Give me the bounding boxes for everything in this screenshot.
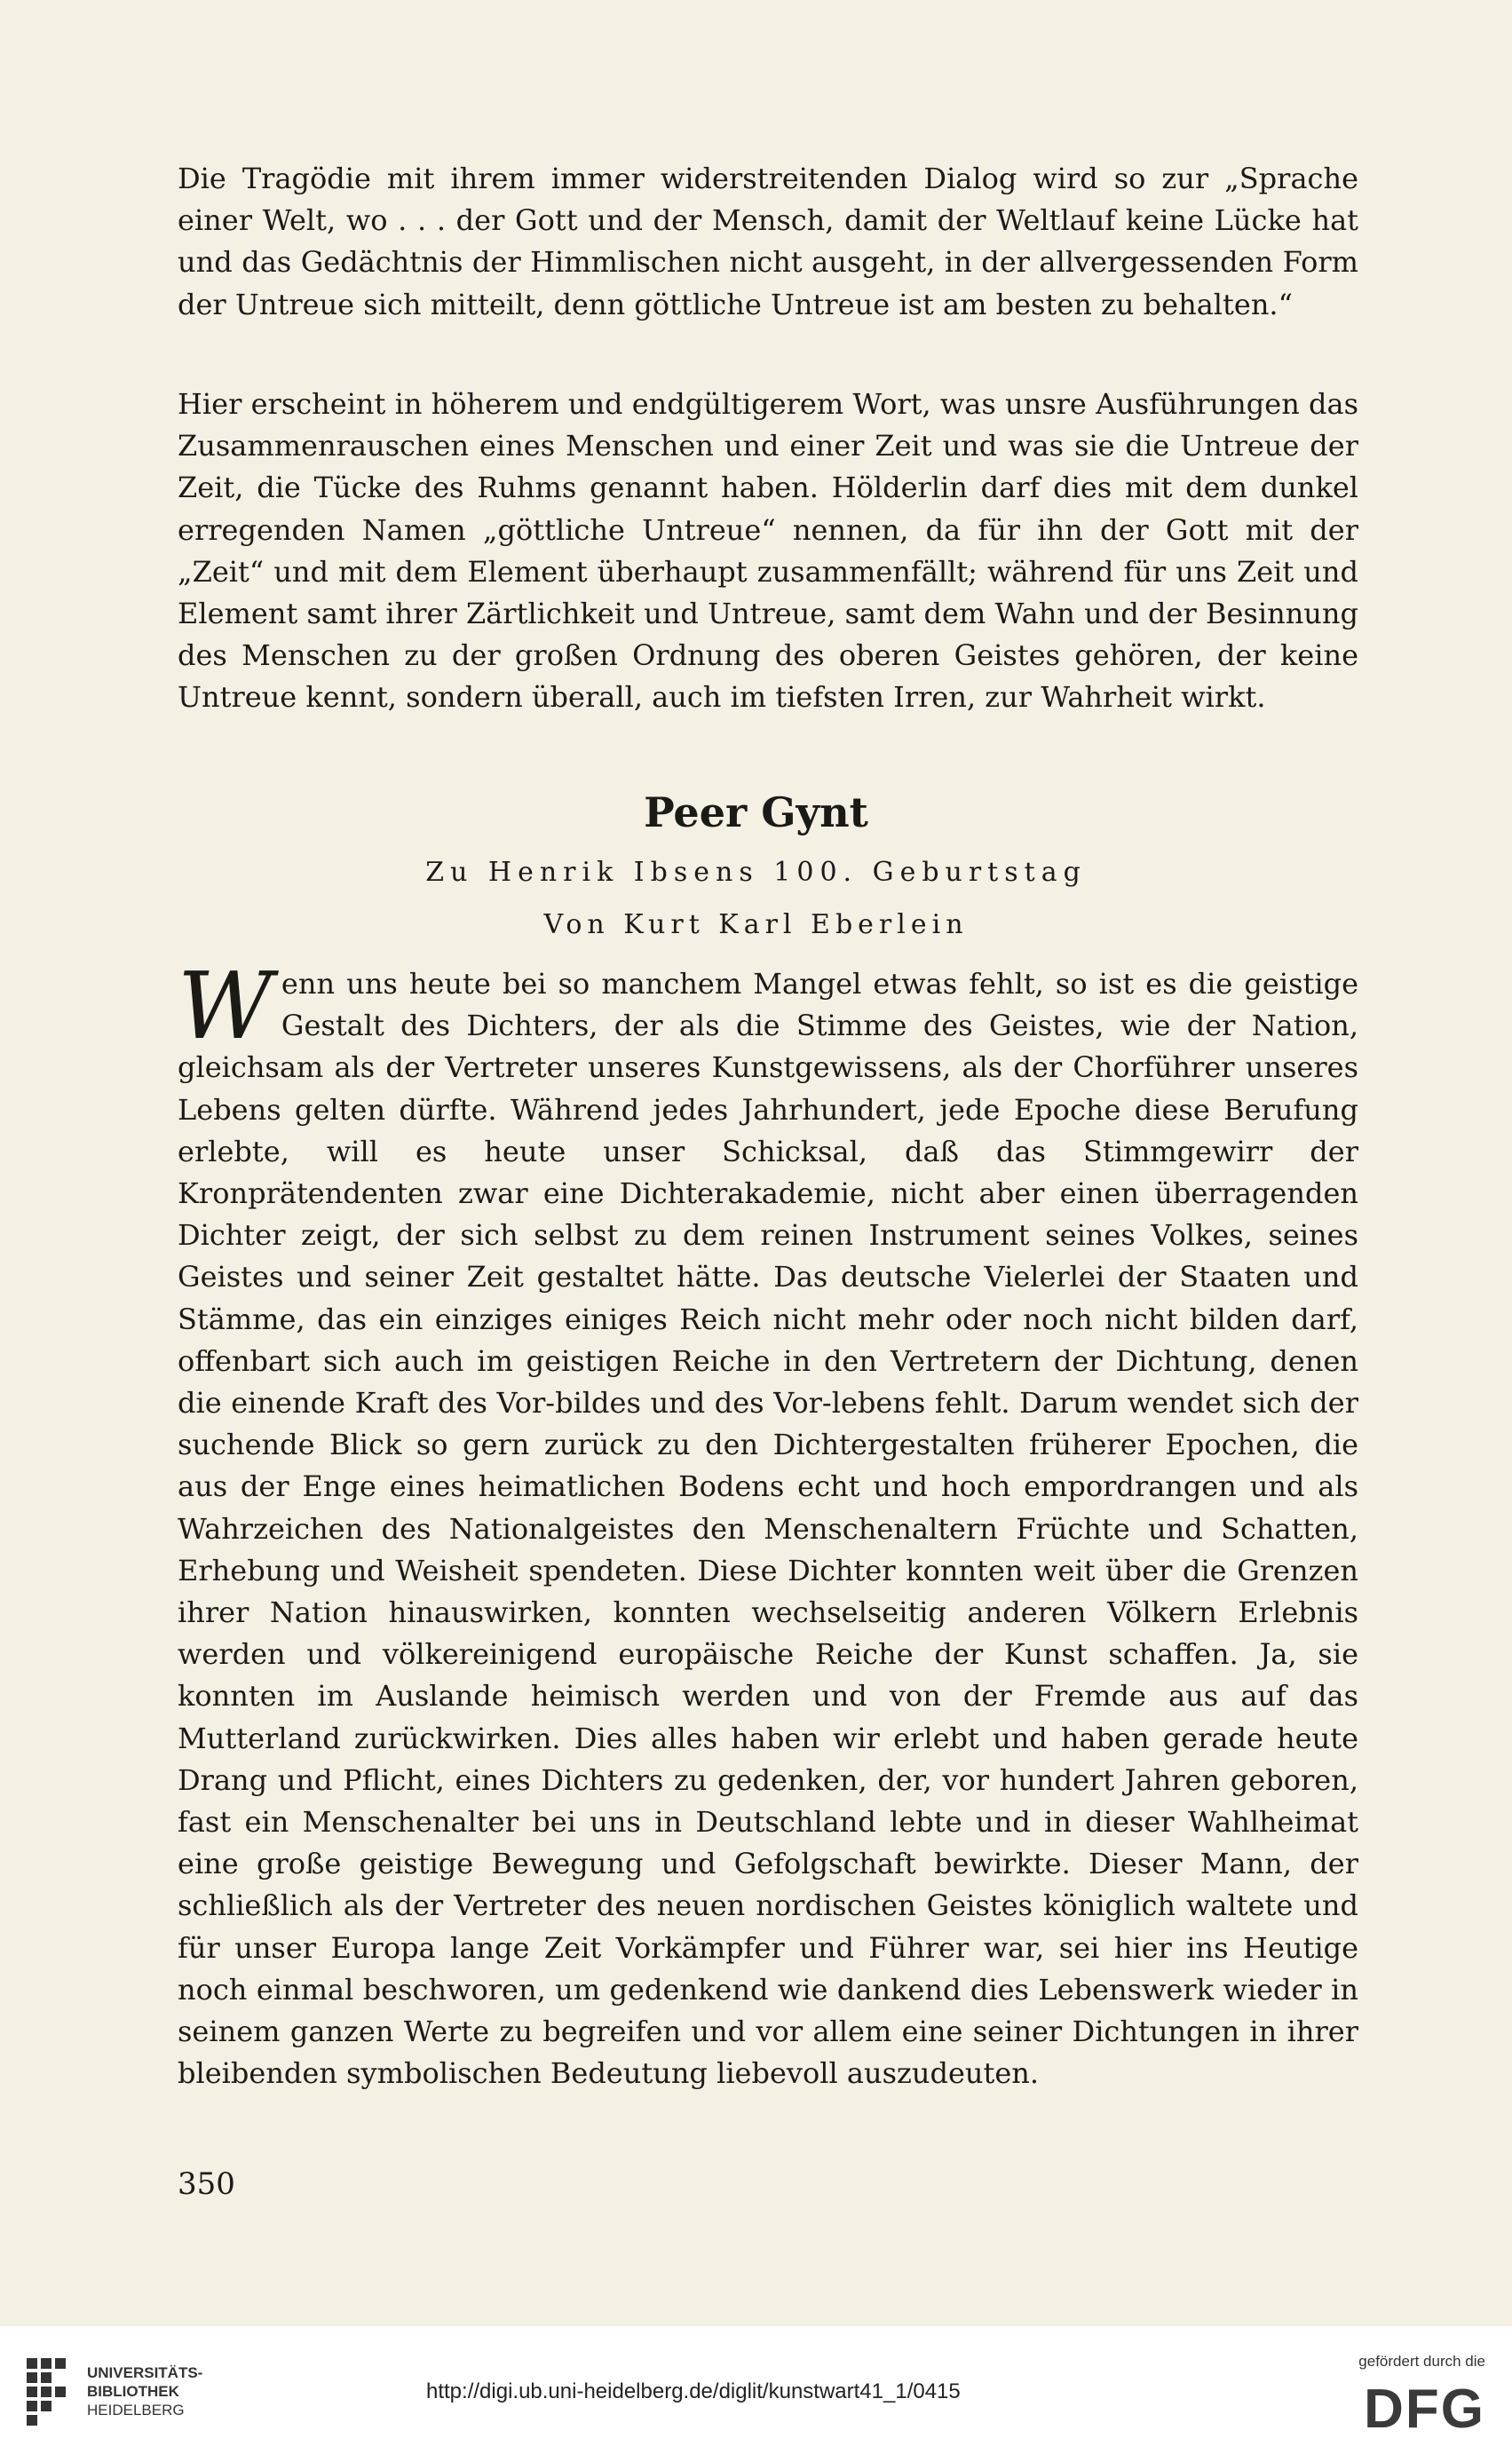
paragraph-body-text: enn uns heute bei so manchem Mangel etwas fehlt, so ist es die geistige Gestalt des Dichters, der als die Stimme des Geistes, wie der Nation, gleichsam als der Vertreter unseres Kunstgewissens, als der Chorführer unseres Lebens gelten dürfte. Während jedes Jahrhundert, jede Epoche diese Berufung erlebte, will es heute unser Schicksal, daß das Stimmgewirr der Kronprätendenten zwar eine Dichterakademie, nicht aber einen überragenden Dichter zeigt, der sich selbst zu dem reinen Instrument seines Volkes, seines Geistes und seiner Zeit gestaltet hätte. Das deutsche Vielerlei der Staaten und Stämme, das ein einziges einiges Reich nicht mehr oder noch nicht bilden darf, offenbart sich auch im geistigen Reiche in den Vertretern der Dichtung, denen die einende Kraft des Vor-bildes und des Vor-lebens fehlt. Darum wendet sich der suchende Blick so gern zurück zu den Dichtergestalten früherer Epochen, die aus der Enge eines heimatlichen Bodens echt und hoch empordrangen und als Wahrzeichen des Nationalgeistes den Menschenaltern Früchte und Schatten, Erhebung und Weisheit spendeten. Diese Dichter konnten weit über die Grenzen ihrer Nation hinauswirken, konnten wechselseitig anderen Völkern Erlebnis werden und völkereinigend europäische Reiche der Kunst schaffen. Ja, sie konnten im Auslande heimisch werden und von der Fremde aus auf das Mutterland zurückwirken. Dies alles haben wir erlebt und haben gerade heute Drang und Pflicht, eines Dichters zu gedenken, der, vor hundert Jahren geboren, fast ein Menschenalter bei uns in Deutschland lebte und in dieser Wahlheimat eine große geistige Bewegung und Gefolgschaft bewirkte. Dieser Mann, der schließlich als der Vertreter des neuen nordischen Geistes königlich waltete und für unser Europa lange Zeit Vorkämpfer und Führer war, sei hier ins Heutige noch einmal beschworen, um gedenkend wie dankend dies Lebenswerk wieder in seinem ganzen Werte zu begreifen und vor allem eine seiner Dichtungen in ihrer bleibenden symbolischen Bedeutung liebevoll auszudeuten. [178,967,1358,2091]
drop-cap-initial: W [178,952,273,1060]
paragraph-hoelderlin: Hier erscheint in höherem und endgültigerem Wort, was unsre Ausführungen das Zusammenrauschen eines Menschen und einer Zeit und was sie die Untreue der Zeit, die Tücke des Ruhms genannt haben. Hölderlin darf dies mit dem dunkel erregenden Namen „göttliche Untreue“ nennen, da für ihn der Gott mit der „Zeit“ und mit dem Element überhaupt zusammenfällt; während für uns Zeit und Element samt ihrer Zärtlichkeit und Untreue, samt dem Wahn und der Besinnung des Menschen zu der großen Ordnung des oberen Geistes gehören, der keine Untreue kennt, sondern überall, auch im tiefsten Irren, zur Wahrheit wirkt. [178,387,1358,715]
source-url-link[interactable]: http://digi.ub.uni-heidelberg.de/diglit/kunstwart41_1/0415 [426,2379,961,2403]
university-library-logo-icon [27,2358,76,2431]
article-author: Von Kurt Karl Eberlein [543,909,969,940]
funding-note: gefördert durch die [1358,2353,1485,2370]
article-title: Peer Gynt [644,788,868,836]
paragraph-quote-end: Die Tragödie mit ihrem immer widerstreitenden Dialog wird so zur „Sprache einer Welt, wo . . . der Gott und der Mensch, damit der Weltlauf keine Lücke hat und das Gedächtnis der Himmlischen nicht ausgeht, in der allvergessenden Form der Untreue sich mitteilt, denn göttliche Untreue ist am besten zu behalten.“ [178,162,1358,321]
article-subtitle: Zu Henrik Ibsens 100. Geburtstag [425,857,1087,888]
digitization-footer [0,2326,1512,2462]
institution-name: UNIVERSITÄTS- BIBLIOTHEK HEIDELBERG [87,2364,203,2418]
dfg-logo: DFG [1364,2379,1485,2440]
page-number: 350 [178,2166,235,2202]
paragraph-body [178,952,1358,2094]
